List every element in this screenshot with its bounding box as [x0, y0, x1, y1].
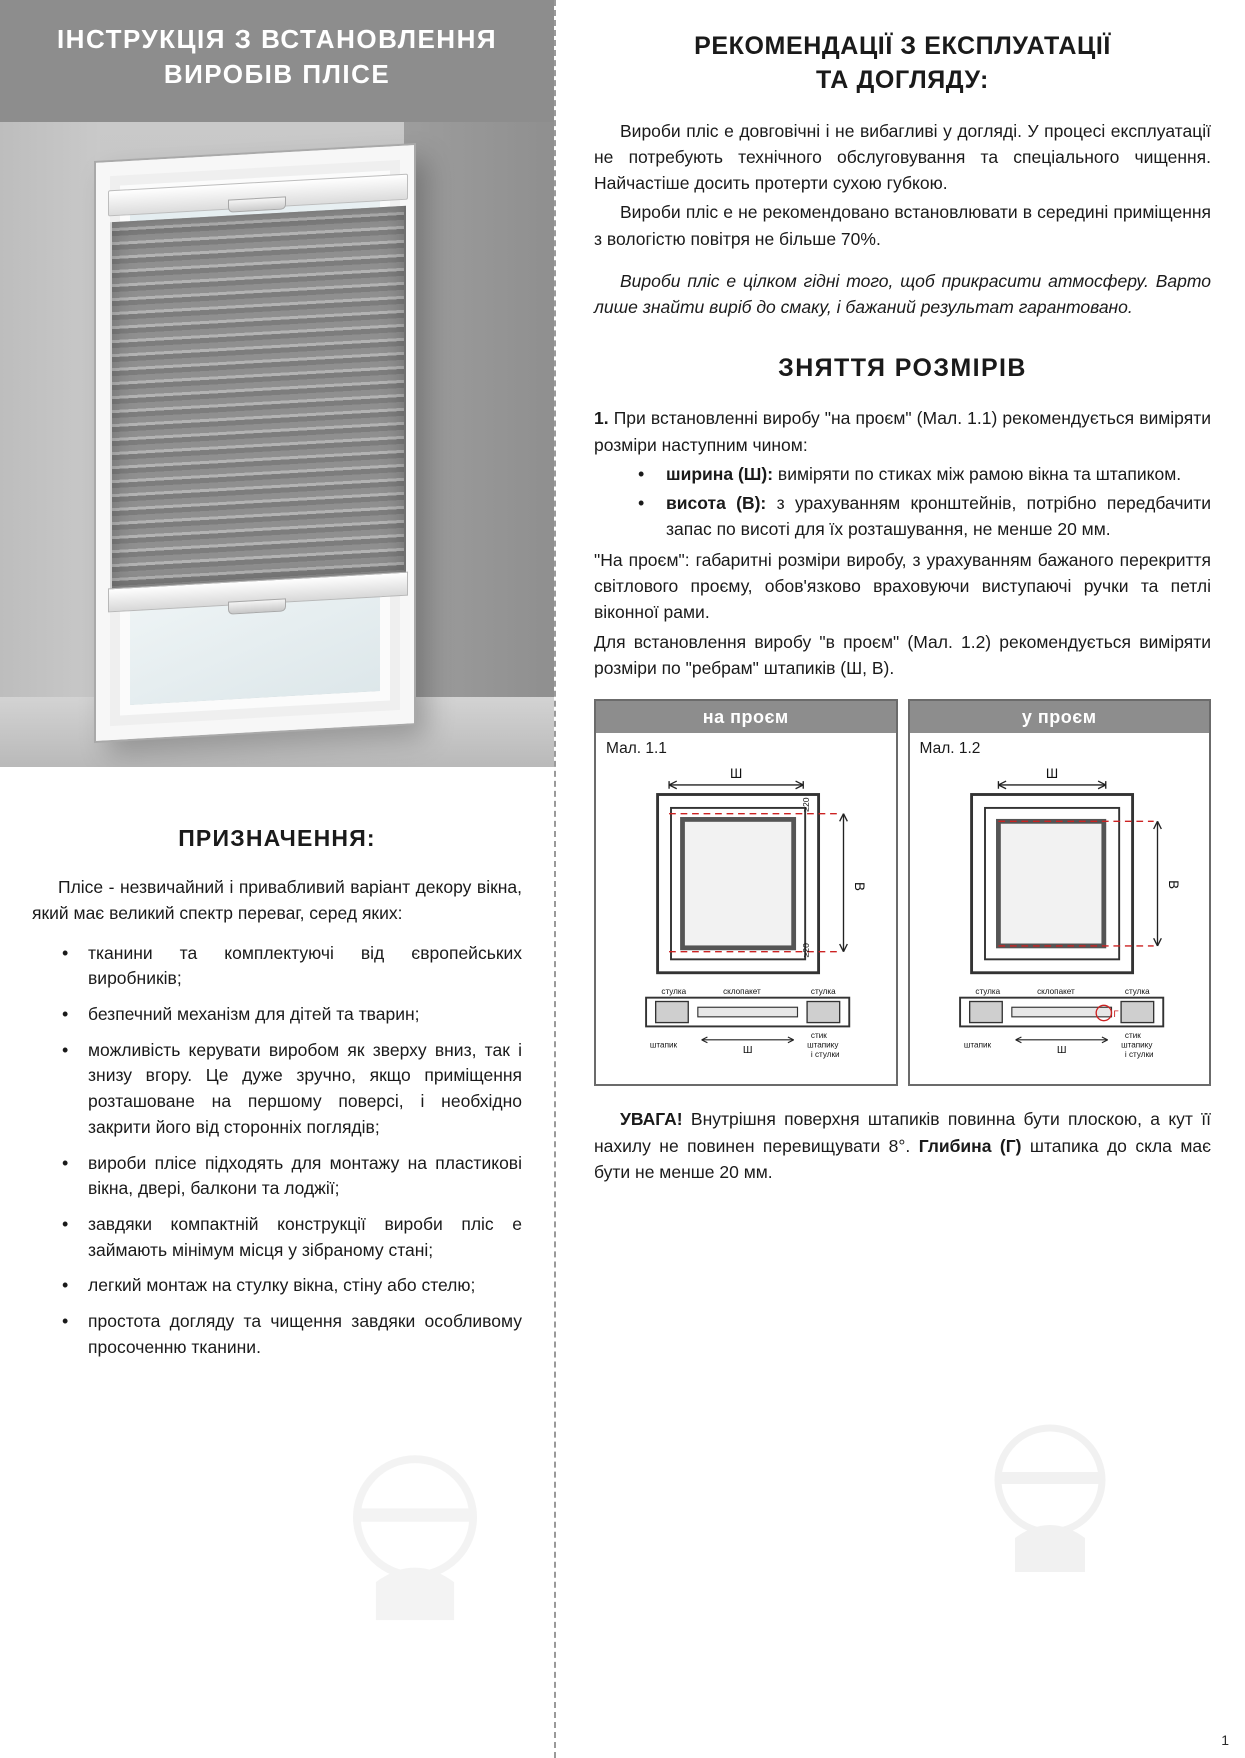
watermark-logo-right	[975, 1418, 1125, 1588]
svg-text:штапику: штапику	[1120, 1040, 1152, 1050]
list-item: • легкий монтаж на стулку вікна, стіну або стелю;	[32, 1273, 522, 1299]
page-title-line1: РЕКОМЕНДАЦІЇ З ЕКСПЛУАТАЦІЇ	[694, 32, 1111, 60]
care-paragraph-3: Вироби пліс е цілком гідні того, щоб прикрасити атмосферу. Варто лише знайти виріб до смаку, і бажаний результат гарантовано.	[594, 270, 1211, 317]
step-number: 1.	[594, 408, 609, 429]
list-item: • тканини та комплектуючі від європейських виробників;	[32, 941, 522, 992]
diagram-1-number: Мал. 1.1	[606, 740, 667, 758]
warning-paragraph	[594, 1106, 1211, 1185]
svg-text:≥20: ≥20	[801, 943, 811, 958]
warning-text: Внутрішня поверхня штапиків повинна бути плоскою, а кут її нахилу не повинен перевищувати 8°.	[594, 1109, 1211, 1156]
diagram-1-caption: на проєм	[596, 701, 896, 733]
svg-text:Ш: Ш	[1056, 1044, 1066, 1057]
svg-text:Ш: Ш	[1045, 766, 1058, 782]
warning-label: УВАГА!	[620, 1109, 683, 1130]
svg-text:і стулки: і стулки	[810, 1050, 840, 1060]
left-header-line1: ІНСТРУКЦІЯ З ВСТАНОВЛЕННЯ	[56, 24, 498, 54]
left-body	[0, 767, 554, 1361]
right-column	[556, 0, 1245, 1758]
purpose-paragraph: Плісе - незвичайний і привабливий варіант декору вікна, який має великий спектр переваг, серед яких:	[32, 877, 522, 924]
svg-text:Г: Г	[1112, 1008, 1119, 1020]
left-header-line2: ВИРОБІВ ПЛІСЕ	[163, 59, 391, 90]
svg-text:склопакет: склопакет	[723, 986, 761, 996]
warning-text-2: штапика до скла має бути не менше 20 мм.	[594, 1135, 1212, 1182]
list-item: • завдяки компактній конструкції вироби пліс е займають мінімум місця у зібраному стані;	[32, 1212, 522, 1263]
svg-text:стулка: стулка	[1124, 986, 1150, 996]
svg-text:стулка: стулка	[661, 986, 687, 996]
list-item: • вироби плісе підходять для монтажу на пластикові вікна, двері, балкони та лоджії;	[32, 1151, 522, 1202]
svg-text:стулка: стулка	[974, 986, 1000, 996]
left-header-banner	[0, 0, 554, 122]
product-photo	[0, 122, 554, 767]
bullet-label: ширина (Ш):	[666, 463, 774, 484]
purpose-bullet-list	[32, 941, 522, 1361]
list-item: • безпечний механізм для дітей та тварин;	[32, 1002, 522, 1028]
pleated-blind-fabric	[110, 206, 406, 591]
diagram-2-number: Мал. 1.2	[919, 740, 981, 758]
svg-text:і стулки: і стулки	[1124, 1050, 1154, 1060]
svg-text:штапику: штапику	[807, 1040, 839, 1050]
wall-right	[404, 122, 554, 767]
svg-text:В: В	[1165, 880, 1181, 890]
list-item: • простота догляду та чищення завдяки особливому просоченню тканини.	[32, 1309, 522, 1360]
svg-text:штапик: штапик	[649, 1040, 678, 1050]
diagram-2-caption: у проєм	[910, 701, 1210, 733]
bullet-text: з урахуванням кронштейнів, потрібно передбачити запас по висоті для їх розташування, не менше 20 мм.	[666, 493, 1212, 540]
bullet-text: виміряти по стиках між рамою вікна та штапиком.	[773, 463, 1182, 484]
step-text: При встановленні виробу "на проєм" (Мал. 1.1) рекомендується виміряти розміри наступним чином:	[594, 408, 1211, 455]
svg-text:Ш: Ш	[730, 766, 743, 782]
care-paragraph-1: Вироби пліс е довговічні і не вибагливі у догляді. У процесі експлуатації не потребують технічного обслуговування та спеціального чищення. Найчастіше досить протерти сухою губкою.	[594, 120, 1211, 193]
measuring-note-2: Для встановлення виробу "в проєм" (Мал. 1.2) рекомендується виміряти розміри по "ребрам" штапиків (Ш, В).	[594, 631, 1211, 678]
page-title	[594, 30, 1211, 98]
page-number: 1	[1221, 1732, 1229, 1748]
left-column	[0, 0, 556, 1758]
diagram-panel	[594, 699, 1211, 1086]
svg-text:склопакет: склопакет	[1036, 986, 1075, 996]
svg-text:стик: стик	[1124, 1031, 1141, 1041]
measuring-step-1	[594, 405, 1211, 458]
page-title-line2: ТА ДОГЛЯДУ:	[816, 65, 989, 94]
diagram-on-opening	[594, 699, 898, 1086]
diagram-2-figure	[910, 758, 1210, 1084]
wall-left	[0, 122, 100, 767]
list-item: • можливість керувати виробом як зверху вниз, так і знизу вгору. Це дуже зручно, якщо приміщення розташоване на першому поверсі, і необхідно закрити його від сторонніх поглядів;	[32, 1038, 522, 1141]
warning-label-2: Глибина (Г)	[918, 1135, 1022, 1156]
svg-text:Ш: Ш	[742, 1044, 753, 1057]
list-item	[594, 462, 1211, 488]
svg-text:≥20: ≥20	[801, 797, 811, 812]
bullet-label: висота (В):	[666, 493, 767, 514]
diagram-in-opening	[908, 699, 1212, 1086]
purpose-title: ПРИЗНАЧЕННЯ:	[178, 825, 376, 851]
watermark-logo-bottom	[330, 1448, 500, 1638]
measuring-title: ЗНЯТТЯ РОЗМІРІВ	[778, 354, 1027, 383]
measuring-note-1: "На проєм": габаритні розміри виробу, з урахуванням бажаного перекриття світлового проєму, обов'язково враховуючи виступаючі ручки та петлі віконної рами.	[594, 549, 1211, 623]
svg-text:стик: стик	[810, 1031, 827, 1041]
measuring-bullet-list	[594, 462, 1211, 543]
svg-text:штапик: штапик	[963, 1040, 991, 1050]
diagram-1-figure	[596, 758, 896, 1084]
svg-text:стулка: стулка	[810, 986, 836, 996]
list-item	[594, 491, 1211, 542]
care-paragraph-2: Вироби пліс е не рекомендовано встановлювати в середині приміщення з вологістю повітря не більше 70%.	[594, 202, 1211, 249]
svg-text:В: В	[852, 882, 867, 892]
